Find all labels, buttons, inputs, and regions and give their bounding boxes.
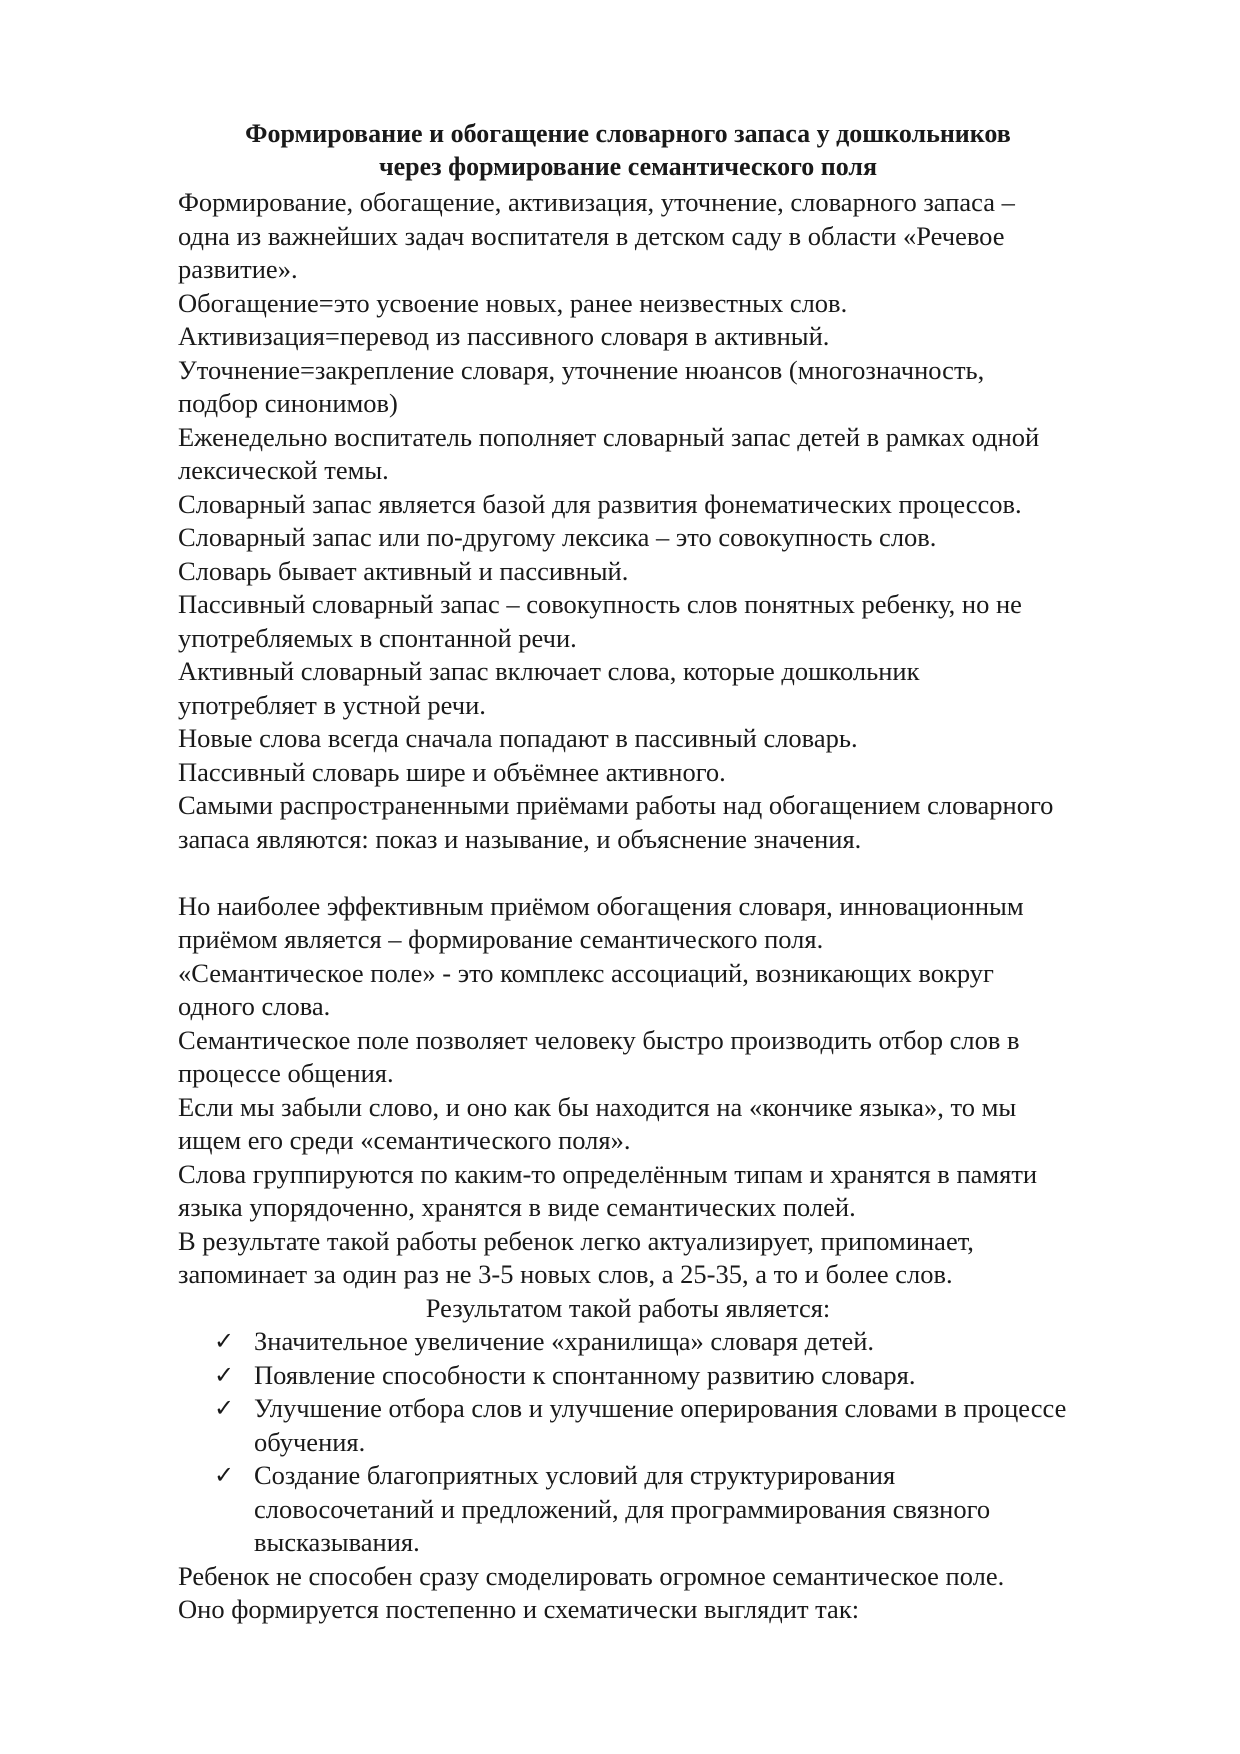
text-line: запаса являются: показ и называние, и объяснение значения.: [178, 823, 862, 854]
intro-paragraphs: [178, 186, 1178, 856]
text-line: Новые слова всегда сначала попадают в пассивный словарь.: [178, 723, 858, 753]
text-line: Формирование, обогащение, активизация, уточнение, словарного запаса –: [178, 187, 1015, 217]
checkmark-icon: ✓: [214, 1461, 235, 1489]
text-line: Слова группируются по каким-то определённым типам и хранятся в памяти: [178, 1158, 1038, 1189]
text-line: языка упорядоченно, хранятся в виде семантических полей.: [178, 1192, 856, 1222]
title-line-1: Формирование и обогащение словарного запаса у дошкольников: [245, 119, 1011, 148]
text-line: приёмом является – формирование семантического поля.: [178, 924, 824, 954]
result-list-item-text: Значительное увеличение «хранилища» словаря детей.: [254, 1326, 875, 1356]
text-line: Если мы забыли слово, и оно как бы находится на «кончике языка», то мы: [178, 1091, 1017, 1122]
text-line: Но наиболее эффективным приёмом обогащения словаря, инновационным: [178, 890, 1024, 921]
text-line: Словарный запас является базой для развития фонематических процессов.: [178, 488, 1022, 519]
text-line: лексической темы.: [178, 455, 389, 485]
checkmark-icon: ✓: [214, 1327, 235, 1355]
result-heading: Результатом такой работы является:: [425, 1292, 831, 1323]
result-list-item: [178, 1325, 1178, 1359]
checkmark-icon: ✓: [214, 1360, 235, 1389]
semantic-field-paragraphs: [178, 890, 1178, 1292]
text-line: «Семантическое поле» - это комплекс ассоциаций, возникающих вокруг: [178, 957, 994, 988]
document-title: [178, 117, 1078, 183]
result-list-item-text: обучения.: [254, 1426, 366, 1457]
text-line: Семантическое поле позволяет человеку быстро производить отбор слов в: [178, 1024, 1020, 1055]
text-line: процессе общения.: [178, 1058, 394, 1088]
result-list-item: [178, 1459, 1178, 1560]
text-line: развитие».: [178, 254, 298, 284]
text-line: одна из важнейших задач воспитателя в детском саду в области «Речевое: [178, 220, 1005, 251]
text-line: Обогащение=это усвоение новых, ранее неизвестных слов.: [178, 287, 848, 318]
result-list-item-text: Появление способности к спонтанному развитию словаря.: [254, 1359, 916, 1390]
text-line: Оно формируется постепенно и схематически выглядит так:: [178, 1594, 860, 1624]
text-line: Пассивный словарный запас – совокупность слов понятных ребенку, но не: [178, 589, 1022, 619]
result-list-item-text: Создание благоприятных условий для структурирования: [254, 1460, 896, 1490]
closing-paragraph: [178, 1560, 1178, 1627]
text-line: Пассивный словарь шире и объёмнее активного.: [178, 756, 726, 787]
text-line: Словарь бывает активный и пассивный.: [178, 555, 629, 586]
result-list-item-text: высказывания.: [254, 1527, 420, 1557]
result-list-item: [178, 1392, 1178, 1459]
text-line: запоминает за один раз не 3-5 новых слов, а 25-35, а то и более слов.: [178, 1259, 953, 1289]
text-line: Ребенок не способен сразу смоделировать огромное семантическое поле.: [178, 1560, 1005, 1591]
text-line: Еженедельно воспитатель пополняет словарный запас детей в рамках одной: [178, 421, 1040, 452]
text-line: В результате такой работы ребенок легко актуализирует, припоминает,: [178, 1225, 974, 1256]
result-list-item: [178, 1359, 1178, 1393]
text-line: Активизация=перевод из пассивного словаря в активный.: [178, 321, 830, 351]
text-line: Самыми распространенными приёмами работы над обогащением словарного: [178, 790, 1054, 820]
text-line: ищем его среди «семантического поля».: [178, 1125, 631, 1155]
title-line-2: через формирование семантического поля: [378, 152, 878, 181]
text-line: Активный словарный запас включает слова, которые дошкольник: [178, 656, 920, 686]
text-line: употребляемых в спонтанной речи.: [178, 622, 577, 653]
result-list: [178, 1325, 1178, 1560]
text-line: подбор синонимов): [178, 388, 398, 418]
text-line: употребляет в устной речи.: [178, 689, 486, 720]
result-list-item-text: словосочетаний и предложений, для программирования связного: [254, 1493, 991, 1524]
text-line: одного слова.: [178, 991, 331, 1021]
checkmark-icon: ✓: [214, 1394, 235, 1422]
text-line: Уточнение=закрепление словаря, уточнение нюансов (многозначность,: [178, 354, 985, 385]
text-line: Словарный запас или по-другому лексика – это совокупность слов.: [178, 522, 937, 552]
document-body: [178, 186, 1178, 1627]
blank-line: [178, 856, 1178, 890]
result-list-item-text: Улучшение отбора слов и улучшение оперирования словами в процессе: [254, 1393, 1067, 1423]
